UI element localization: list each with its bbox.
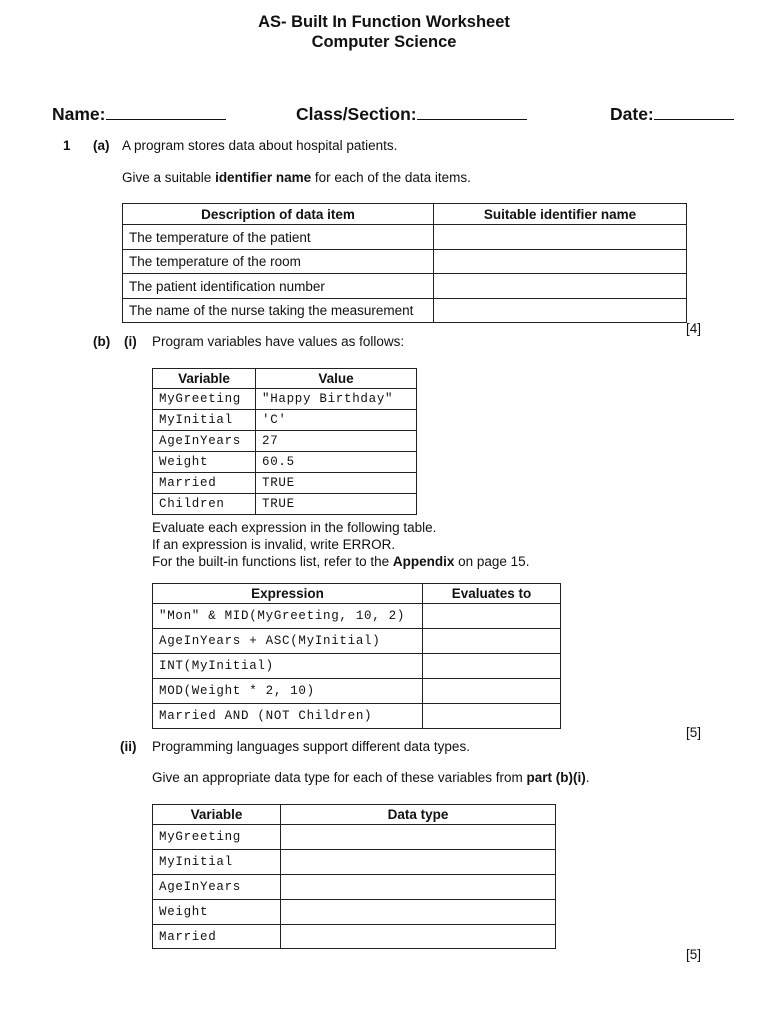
part-b-ii-intro: Programming languages support different data types.: [152, 739, 470, 754]
evaluates-to-answer-cell[interactable]: [423, 604, 561, 629]
data-type-header-variable: Variable: [153, 805, 281, 825]
name-label: Name:: [52, 104, 106, 124]
appendix-instruction: [152, 554, 529, 570]
evaluates-to-answer-cell[interactable]: [423, 654, 561, 679]
variables-header-value: Value: [256, 369, 417, 389]
identifier-answer-cell[interactable]: [434, 274, 687, 299]
part-b-i-intro: Program variables have values as follows:: [152, 334, 405, 349]
table-row: [153, 679, 561, 704]
variable-name: Weight: [153, 900, 281, 925]
date-blank[interactable]: [654, 119, 734, 120]
data-type-answer-cell[interactable]: [281, 850, 556, 875]
table-row: [123, 274, 687, 299]
variable-name: AgeInYears: [153, 431, 256, 452]
appendix-instruction-post: on page 15.: [454, 554, 530, 569]
date-label: Date:: [610, 104, 654, 124]
worksheet-subtitle: Computer Science: [311, 33, 457, 51]
expression-cell: MOD(Weight * 2, 10): [153, 679, 423, 704]
data-item-description: The name of the nurse taking the measurement: [123, 299, 434, 323]
data-item-description: The patient identification number: [123, 274, 434, 299]
part-b-ii-instruction-post: .: [585, 770, 590, 785]
variable-name: MyGreeting: [153, 389, 256, 410]
variable-value: 'C': [256, 410, 417, 431]
class-section-field[interactable]: [296, 104, 527, 125]
table-row: [123, 250, 687, 274]
part-b-i-label: (i): [124, 334, 137, 349]
variable-value: 60.5: [256, 452, 417, 473]
expression-table: [152, 583, 561, 729]
part-b-ii-marks: [5]: [686, 947, 702, 962]
identifier-table-header-identifier: Suitable identifier name: [434, 204, 687, 225]
table-row: [153, 629, 561, 654]
data-type-answer-cell[interactable]: [281, 900, 556, 925]
table-row: [153, 704, 561, 729]
table-row: [153, 494, 417, 515]
name-blank[interactable]: [106, 119, 226, 120]
evaluates-to-answer-cell[interactable]: [423, 679, 561, 704]
table-row: [153, 850, 556, 875]
variable-name: Married: [153, 925, 281, 949]
identifier-answer-cell[interactable]: [434, 250, 687, 274]
evaluate-instruction: Evaluate each expression in the following table.: [152, 520, 437, 535]
expression-cell: AgeInYears + ASC(MyInitial): [153, 629, 423, 654]
date-field[interactable]: [610, 104, 734, 125]
part-a-instruction-post: for each of the data items.: [311, 170, 471, 185]
class-section-label: Class/Section:: [296, 104, 417, 124]
variables-table: [152, 368, 417, 515]
data-item-description: The temperature of the room: [123, 250, 434, 274]
table-row: [123, 225, 687, 250]
table-row: [153, 473, 417, 494]
expression-cell: Married AND (NOT Children): [153, 704, 423, 729]
table-row: [153, 825, 556, 850]
table-row: [153, 900, 556, 925]
variable-name: Married: [153, 473, 256, 494]
part-a-instruction-pre: Give a suitable: [122, 170, 216, 185]
table-row: [153, 604, 561, 629]
appendix-instruction-pre: For the built-in functions list, refer to the: [152, 554, 393, 569]
variable-value: 27: [256, 431, 417, 452]
table-row: [153, 431, 417, 452]
table-row: [153, 654, 561, 679]
variable-name: MyGreeting: [153, 825, 281, 850]
variable-name: MyInitial: [153, 850, 281, 875]
expression-cell: INT(MyInitial): [153, 654, 423, 679]
identifier-table: [122, 203, 687, 323]
table-row: [153, 925, 556, 949]
expression-header-evaluates-to: Evaluates to: [423, 584, 561, 604]
error-instruction: If an expression is invalid, write ERROR.: [152, 537, 396, 552]
data-type-table: [152, 804, 556, 949]
worksheet-title: AS- Built In Function Worksheet: [258, 13, 510, 31]
data-type-header-data-type: Data type: [281, 805, 556, 825]
identifier-table-header-description: Description of data item: [123, 204, 434, 225]
identifier-answer-cell[interactable]: [434, 225, 687, 250]
part-b-i-marks: [5]: [686, 725, 702, 740]
variable-name: Children: [153, 494, 256, 515]
class-section-blank[interactable]: [417, 119, 527, 120]
part-a-label: (a): [93, 138, 110, 153]
variable-name: AgeInYears: [153, 875, 281, 900]
evaluates-to-answer-cell[interactable]: [423, 704, 561, 729]
table-row: [153, 410, 417, 431]
table-row: [123, 299, 687, 323]
table-row: [153, 452, 417, 473]
expression-header-expression: Expression: [153, 584, 423, 604]
evaluates-to-answer-cell[interactable]: [423, 629, 561, 654]
part-a-intro: A program stores data about hospital patients.: [122, 138, 398, 153]
data-type-answer-cell[interactable]: [281, 925, 556, 949]
part-a-instruction-bold: identifier name: [215, 170, 312, 185]
part-b-label: (b): [93, 334, 111, 349]
table-row: [153, 389, 417, 410]
data-type-answer-cell[interactable]: [281, 825, 556, 850]
part-b-ii-label: (ii): [120, 739, 137, 754]
part-a-marks: [4]: [686, 321, 702, 336]
data-item-description: The temperature of the patient: [123, 225, 434, 250]
name-field[interactable]: [52, 104, 226, 125]
part-a-instruction: [122, 170, 471, 186]
identifier-answer-cell[interactable]: [434, 299, 687, 323]
expression-cell: "Mon" & MID(MyGreeting, 10, 2): [153, 604, 423, 629]
variable-value: TRUE: [256, 473, 417, 494]
question-number: 1: [63, 138, 71, 153]
part-b-ii-instruction: [152, 770, 589, 786]
variable-name: MyInitial: [153, 410, 256, 431]
appendix-instruction-bold: Appendix: [392, 554, 455, 569]
data-type-answer-cell[interactable]: [281, 875, 556, 900]
variable-name: Weight: [153, 452, 256, 473]
variables-header-variable: Variable: [153, 369, 256, 389]
variable-value: "Happy Birthday": [256, 389, 417, 410]
variable-value: TRUE: [256, 494, 417, 515]
part-b-ii-instruction-pre: Give an appropriate data type for each of these variables from: [152, 770, 527, 785]
table-row: [153, 875, 556, 900]
part-b-ii-instruction-bold: part (b)(i): [526, 770, 586, 785]
